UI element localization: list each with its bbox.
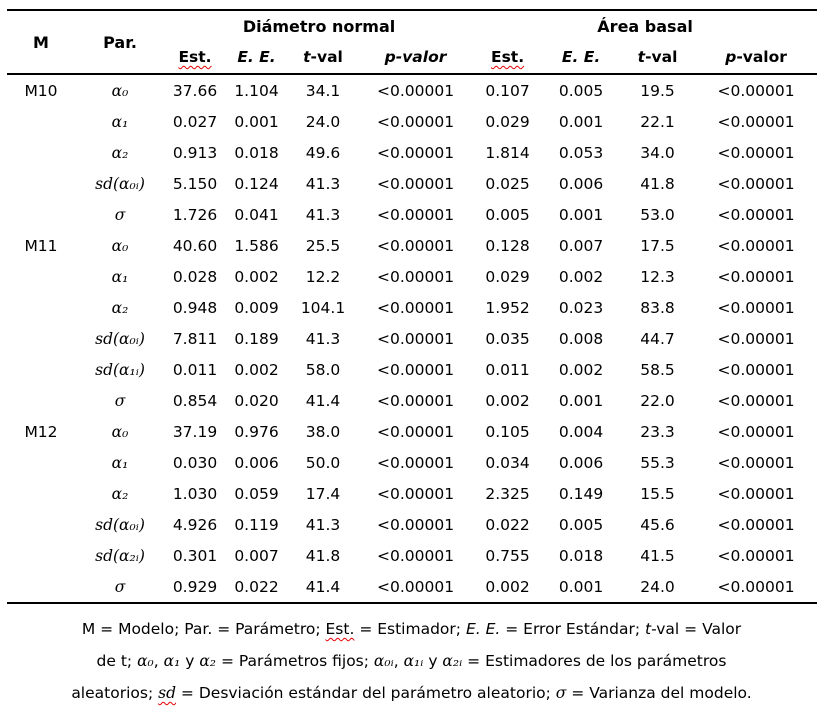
col-header-m: M bbox=[7, 10, 75, 74]
param-cell: α₁ bbox=[111, 453, 129, 472]
group-header-area-basal: Área basal bbox=[597, 16, 693, 36]
area_basal-ee-cell: 0.001 bbox=[542, 571, 620, 603]
area_basal-t_val-cell: 55.3 bbox=[640, 453, 675, 472]
area_basal-t_val-cell: 41.5 bbox=[640, 546, 675, 565]
area_basal-est-cell: 0.034 bbox=[485, 453, 530, 472]
diametro_normal-ee-cell: 0.041 bbox=[234, 205, 279, 224]
model-cell bbox=[7, 447, 75, 478]
table-row bbox=[7, 106, 817, 137]
diametro_normal-est-cell: 40.60 bbox=[172, 236, 218, 255]
diametro_normal-ee-cell: 0.007 bbox=[234, 546, 279, 565]
diametro_normal-t_val-cell: 41.3 bbox=[305, 515, 341, 534]
table-row bbox=[7, 199, 817, 230]
area_basal-est-cell: 0.755 bbox=[485, 546, 530, 565]
area_basal-ee-cell: 0.006 bbox=[558, 174, 604, 193]
model-cell bbox=[7, 168, 75, 199]
model-cell: M12 bbox=[24, 422, 58, 441]
diametro_normal-est-cell: 0.028 bbox=[172, 267, 218, 286]
text-segment: = Parámetros fijos; bbox=[216, 652, 374, 670]
diametro_normal-p_valor-cell: <0.00001 bbox=[376, 174, 455, 193]
param-cell: σ bbox=[114, 205, 126, 224]
area_basal-t_val-cell: 23.3 bbox=[640, 422, 675, 441]
diametro_normal-ee-cell: 0.009 bbox=[234, 298, 279, 317]
text-segment: α₁ᵢ bbox=[403, 652, 424, 670]
diametro_normal-ee-cell: 1.586 bbox=[234, 236, 279, 255]
area_basal-t_val-cell: 24.0 bbox=[620, 571, 695, 603]
text-segment: sd bbox=[158, 684, 176, 702]
diametro_normal-est-cell: 0.929 bbox=[165, 571, 225, 603]
area_basal-est-cell: 0.022 bbox=[485, 515, 530, 534]
table-body bbox=[7, 74, 817, 603]
area_basal-t_val-cell: 41.8 bbox=[640, 174, 675, 193]
area_basal-p_valor-cell: <0.00001 bbox=[717, 174, 795, 193]
text-segment: -val bbox=[310, 48, 343, 66]
text-segment: t bbox=[637, 48, 646, 66]
area_basal-est-cell: 1.952 bbox=[485, 298, 530, 317]
col-header-ee-ab bbox=[542, 41, 620, 74]
diametro_normal-t_val-cell: 41.4 bbox=[305, 391, 341, 410]
param-cell: α₂ bbox=[111, 143, 129, 162]
col-header-par: Par. bbox=[75, 10, 165, 74]
diametro_normal-est-cell: 4.926 bbox=[172, 515, 218, 534]
diametro_normal-t_val-cell: 41.3 bbox=[305, 174, 341, 193]
area_basal-est-cell: 0.002 bbox=[485, 391, 530, 410]
model-cell bbox=[7, 106, 75, 137]
diametro_normal-ee-cell: 0.124 bbox=[234, 174, 279, 193]
footnote-line bbox=[0, 645, 823, 677]
diametro_normal-p_valor-cell: <0.00001 bbox=[376, 453, 455, 472]
table-row bbox=[7, 292, 817, 323]
area_basal-t_val-cell: 83.8 bbox=[640, 298, 675, 317]
text-segment: = Estimador; bbox=[354, 620, 466, 638]
area_basal-ee-cell: 0.004 bbox=[558, 422, 604, 441]
diametro_normal-t_val-cell: 58.0 bbox=[305, 360, 341, 379]
table-row bbox=[7, 261, 817, 292]
text-segment: , bbox=[153, 652, 164, 670]
diametro_normal-est-cell: 0.030 bbox=[172, 453, 218, 472]
diametro_normal-est-cell: 0.948 bbox=[172, 298, 218, 317]
area_basal-est-cell: 0.029 bbox=[485, 112, 530, 131]
diametro_normal-t_val-cell: 17.4 bbox=[305, 484, 341, 503]
area_basal-t_val-cell: 12.3 bbox=[640, 267, 675, 286]
area_basal-p_valor-cell: <0.00001 bbox=[717, 515, 795, 534]
diametro_normal-p_valor-cell: <0.00001 bbox=[376, 81, 455, 100]
model-cell bbox=[7, 540, 75, 571]
diametro_normal-p_valor-cell: <0.00001 bbox=[376, 298, 455, 317]
diametro_normal-est-cell: 0.854 bbox=[172, 391, 218, 410]
param-cell: α₀ bbox=[111, 236, 129, 255]
diametro_normal-est-cell: 7.811 bbox=[172, 329, 218, 348]
text-segment: -valor bbox=[736, 48, 787, 66]
text-segment: p bbox=[725, 48, 737, 66]
model-cell bbox=[7, 292, 75, 323]
area_basal-t_val-cell: 15.5 bbox=[640, 484, 675, 503]
param-cell: α₀ bbox=[111, 81, 129, 100]
text-segment: , bbox=[393, 652, 404, 670]
col-header-pvalor-dn bbox=[358, 41, 473, 74]
diametro_normal-ee-cell: 0.020 bbox=[234, 391, 279, 410]
area_basal-p_valor-cell: <0.00001 bbox=[717, 391, 795, 410]
diametro_normal-ee-cell: 0.119 bbox=[234, 515, 279, 534]
diametro_normal-t_val-cell: 41.4 bbox=[288, 571, 358, 603]
model-cell bbox=[7, 261, 75, 292]
area_basal-ee-cell: 0.001 bbox=[558, 112, 604, 131]
diametro_normal-p_valor-cell: <0.00001 bbox=[376, 546, 455, 565]
diametro_normal-p_valor-cell: <0.00001 bbox=[376, 329, 455, 348]
diametro_normal-p_valor-cell: <0.00001 bbox=[376, 484, 455, 503]
area_basal-est-cell: 0.011 bbox=[485, 360, 530, 379]
table-row bbox=[7, 571, 817, 603]
area_basal-p_valor-cell: <0.00001 bbox=[695, 571, 817, 603]
param-cell: α₁ bbox=[111, 267, 129, 286]
diametro_normal-ee-cell: 0.976 bbox=[234, 422, 279, 441]
diametro_normal-est-cell: 0.027 bbox=[172, 112, 218, 131]
diametro_normal-t_val-cell: 104.1 bbox=[300, 298, 346, 317]
diametro_normal-p_valor-cell: <0.00001 bbox=[376, 205, 455, 224]
diametro_normal-t_val-cell: 34.1 bbox=[305, 81, 341, 100]
area_basal-p_valor-cell: <0.00001 bbox=[717, 112, 795, 131]
table-row bbox=[7, 447, 817, 478]
text-segment: α₂ bbox=[199, 652, 217, 670]
diametro_normal-t_val-cell: 50.0 bbox=[305, 453, 341, 472]
table-row bbox=[7, 385, 817, 416]
area_basal-est-cell: 0.035 bbox=[485, 329, 530, 348]
text-segment: y bbox=[180, 652, 200, 670]
param-cell: sd(α₀ᵢ) bbox=[95, 515, 145, 534]
table-row bbox=[7, 74, 817, 106]
text-segment: Est. bbox=[178, 48, 212, 66]
diametro_normal-ee-cell: 0.189 bbox=[234, 329, 279, 348]
diametro_normal-p_valor-cell: <0.00001 bbox=[376, 391, 455, 410]
diametro_normal-p_valor-cell: <0.00001 bbox=[376, 515, 455, 534]
diametro_normal-ee-cell: 0.001 bbox=[234, 112, 279, 131]
text-segment: M = Modelo; Par. = Parámetro; bbox=[81, 620, 326, 638]
area_basal-est-cell: 0.128 bbox=[485, 236, 530, 255]
area_basal-ee-cell: 0.001 bbox=[558, 391, 604, 410]
diametro_normal-est-cell: 0.301 bbox=[172, 546, 218, 565]
diametro_normal-t_val-cell: 24.0 bbox=[305, 112, 341, 131]
model-cell: M11 bbox=[24, 236, 58, 255]
table-row bbox=[7, 137, 817, 168]
area_basal-t_val-cell: 45.6 bbox=[640, 515, 675, 534]
footnote-line bbox=[0, 677, 823, 709]
area_basal-t_val-cell: 17.5 bbox=[640, 236, 675, 255]
area_basal-ee-cell: 0.002 bbox=[558, 360, 604, 379]
area_basal-ee-cell: 0.008 bbox=[558, 329, 604, 348]
diametro_normal-est-cell: 0.913 bbox=[172, 143, 218, 162]
area_basal-est-cell: 0.029 bbox=[485, 267, 530, 286]
area_basal-t_val-cell: 44.7 bbox=[640, 329, 675, 348]
area_basal-est-cell: 2.325 bbox=[485, 484, 530, 503]
diametro_normal-ee-cell: 0.006 bbox=[234, 453, 279, 472]
param-cell: α₁ bbox=[111, 112, 129, 131]
text-segment: α₂ᵢ bbox=[442, 652, 463, 670]
model-cell bbox=[7, 199, 75, 230]
text-segment: α₀ᵢ bbox=[373, 652, 394, 670]
text-segment: p-valor bbox=[384, 48, 447, 66]
param-cell: α₀ bbox=[111, 422, 129, 441]
diametro_normal-ee-cell: 0.059 bbox=[234, 484, 279, 503]
diametro_normal-ee-cell: 1.104 bbox=[234, 81, 279, 100]
diametro_normal-t_val-cell: 25.5 bbox=[305, 236, 341, 255]
diametro_normal-p_valor-cell: <0.00001 bbox=[376, 267, 455, 286]
area_basal-p_valor-cell: <0.00001 bbox=[717, 422, 795, 441]
text-segment: Est. bbox=[325, 620, 355, 638]
area_basal-t_val-cell: 58.5 bbox=[640, 360, 675, 379]
table-row bbox=[7, 354, 817, 385]
text-segment: E. E. bbox=[465, 620, 501, 638]
diametro_normal-p_valor-cell: <0.00001 bbox=[376, 236, 455, 255]
table-row bbox=[7, 323, 817, 354]
diametro_normal-t_val-cell: 41.3 bbox=[305, 205, 341, 224]
table-footnote bbox=[0, 613, 823, 709]
param-cell: sd(α₁ᵢ) bbox=[95, 360, 145, 379]
area_basal-p_valor-cell: <0.00001 bbox=[717, 484, 795, 503]
col-header-tval-ab bbox=[620, 41, 695, 74]
diametro_normal-p_valor-cell: <0.00001 bbox=[376, 422, 455, 441]
area_basal-p_valor-cell: <0.00001 bbox=[717, 236, 795, 255]
table-row bbox=[7, 416, 817, 447]
model-cell bbox=[7, 478, 75, 509]
table-header bbox=[7, 10, 817, 74]
diametro_normal-est-cell: 5.150 bbox=[172, 174, 218, 193]
area_basal-p_valor-cell: <0.00001 bbox=[717, 329, 795, 348]
area_basal-ee-cell: 0.149 bbox=[558, 484, 604, 503]
area_basal-est-cell: 0.005 bbox=[485, 205, 530, 224]
area_basal-ee-cell: 0.001 bbox=[558, 205, 604, 224]
diametro_normal-p_valor-cell: <0.00001 bbox=[376, 112, 455, 131]
text-segment: σ bbox=[555, 684, 567, 702]
diametro_normal-t_val-cell: 38.0 bbox=[305, 422, 341, 441]
table-row bbox=[7, 478, 817, 509]
area_basal-est-cell: 1.814 bbox=[485, 143, 530, 162]
diametro_normal-p_valor-cell: <0.00001 bbox=[376, 360, 455, 379]
area_basal-t_val-cell: 22.0 bbox=[640, 391, 675, 410]
area_basal-est-cell: 0.105 bbox=[485, 422, 530, 441]
diametro_normal-t_val-cell: 49.6 bbox=[305, 143, 341, 162]
area_basal-p_valor-cell: <0.00001 bbox=[717, 205, 795, 224]
text-segment: = Estimadores de los parámetros bbox=[462, 652, 727, 670]
group-header-row bbox=[7, 10, 817, 41]
diametro_normal-est-cell: 0.011 bbox=[172, 360, 218, 379]
text-segment: -val bbox=[645, 48, 678, 66]
param-cell: sd(α₀ᵢ) bbox=[95, 329, 145, 348]
diametro_normal-t_val-cell: 41.3 bbox=[305, 329, 341, 348]
area_basal-ee-cell: 0.018 bbox=[558, 546, 604, 565]
area_basal-p_valor-cell: <0.00001 bbox=[717, 546, 795, 565]
area_basal-ee-cell: 0.005 bbox=[558, 81, 604, 100]
model-cell: M10 bbox=[24, 81, 58, 100]
area_basal-p_valor-cell: <0.00001 bbox=[717, 298, 795, 317]
text-segment: = Varianza del modelo. bbox=[566, 684, 752, 702]
param-cell: α₂ bbox=[111, 298, 129, 317]
area_basal-t_val-cell: 19.5 bbox=[640, 81, 675, 100]
area_basal-p_valor-cell: <0.00001 bbox=[717, 143, 795, 162]
table-row bbox=[7, 230, 817, 261]
table-row bbox=[7, 168, 817, 199]
text-segment: α₀ bbox=[137, 652, 154, 670]
model-cell bbox=[7, 509, 75, 540]
text-segment: t bbox=[303, 48, 311, 66]
text-segment: = Error Estándar; bbox=[500, 620, 645, 638]
diametro_normal-est-cell: 37.66 bbox=[172, 81, 218, 100]
area_basal-p_valor-cell: <0.00001 bbox=[717, 81, 795, 100]
col-header-est-ab bbox=[473, 41, 542, 74]
area_basal-t_val-cell: 34.0 bbox=[640, 143, 675, 162]
text-segment: aleatorios; bbox=[71, 684, 159, 702]
area_basal-ee-cell: 0.007 bbox=[558, 236, 604, 255]
param-cell: σ bbox=[75, 571, 165, 603]
text-segment: de t; bbox=[96, 652, 138, 670]
area_basal-ee-cell: 0.002 bbox=[558, 267, 604, 286]
col-header-pvalor-ab bbox=[695, 41, 817, 74]
col-header-ee-dn bbox=[225, 41, 288, 74]
model-cell bbox=[7, 354, 75, 385]
area_basal-p_valor-cell: <0.00001 bbox=[717, 453, 795, 472]
diametro_normal-t_val-cell: 12.2 bbox=[305, 267, 341, 286]
text-segment: α₁ bbox=[163, 652, 181, 670]
area_basal-est-cell: 0.002 bbox=[473, 571, 542, 603]
area_basal-ee-cell: 0.006 bbox=[558, 453, 604, 472]
col-header-est-dn bbox=[165, 41, 225, 74]
area_basal-ee-cell: 0.053 bbox=[558, 143, 604, 162]
diametro_normal-p_valor-cell: <0.00001 bbox=[358, 571, 473, 603]
text-segment: E. E. bbox=[561, 48, 601, 66]
models-table bbox=[7, 9, 817, 604]
table-row bbox=[7, 509, 817, 540]
area_basal-est-cell: 0.107 bbox=[485, 81, 530, 100]
area_basal-p_valor-cell: <0.00001 bbox=[717, 267, 795, 286]
text-segment: E. E. bbox=[237, 48, 276, 66]
diametro_normal-t_val-cell: 41.8 bbox=[305, 546, 341, 565]
area_basal-t_val-cell: 53.0 bbox=[640, 205, 675, 224]
text-segment: Est. bbox=[490, 48, 525, 66]
diametro_normal-p_valor-cell: <0.00001 bbox=[376, 143, 455, 162]
diametro_normal-ee-cell: 0.018 bbox=[234, 143, 279, 162]
param-cell: sd(α₂ᵢ) bbox=[95, 546, 145, 565]
param-cell: sd(α₀ᵢ) bbox=[95, 174, 145, 193]
area_basal-ee-cell: 0.005 bbox=[558, 515, 604, 534]
text-segment: = Desviación estándar del parámetro aleatorio; bbox=[176, 684, 556, 702]
col-header-tval-dn bbox=[288, 41, 358, 74]
param-cell: σ bbox=[114, 391, 126, 410]
model-cell bbox=[7, 323, 75, 354]
diametro_normal-ee-cell: 0.002 bbox=[234, 267, 279, 286]
diametro_normal-ee-cell: 0.022 bbox=[225, 571, 288, 603]
footnote-line bbox=[0, 613, 823, 645]
area_basal-p_valor-cell: <0.00001 bbox=[717, 360, 795, 379]
area_basal-ee-cell: 0.023 bbox=[558, 298, 604, 317]
model-cell bbox=[7, 571, 75, 603]
text-segment: y bbox=[423, 652, 443, 670]
diametro_normal-est-cell: 1.030 bbox=[172, 484, 218, 503]
area_basal-t_val-cell: 22.1 bbox=[640, 112, 675, 131]
diametro_normal-ee-cell: 0.002 bbox=[234, 360, 279, 379]
model-cell bbox=[7, 137, 75, 168]
text-segment: -val = Valor bbox=[651, 620, 742, 638]
text-segment: t bbox=[645, 620, 652, 638]
diametro_normal-est-cell: 1.726 bbox=[172, 205, 218, 224]
table-row bbox=[7, 540, 817, 571]
group-header-diametro-normal: Diámetro normal bbox=[242, 16, 396, 36]
diametro_normal-est-cell: 37.19 bbox=[172, 422, 218, 441]
area_basal-est-cell: 0.025 bbox=[485, 174, 530, 193]
param-cell: α₂ bbox=[111, 484, 129, 503]
model-cell bbox=[7, 385, 75, 416]
